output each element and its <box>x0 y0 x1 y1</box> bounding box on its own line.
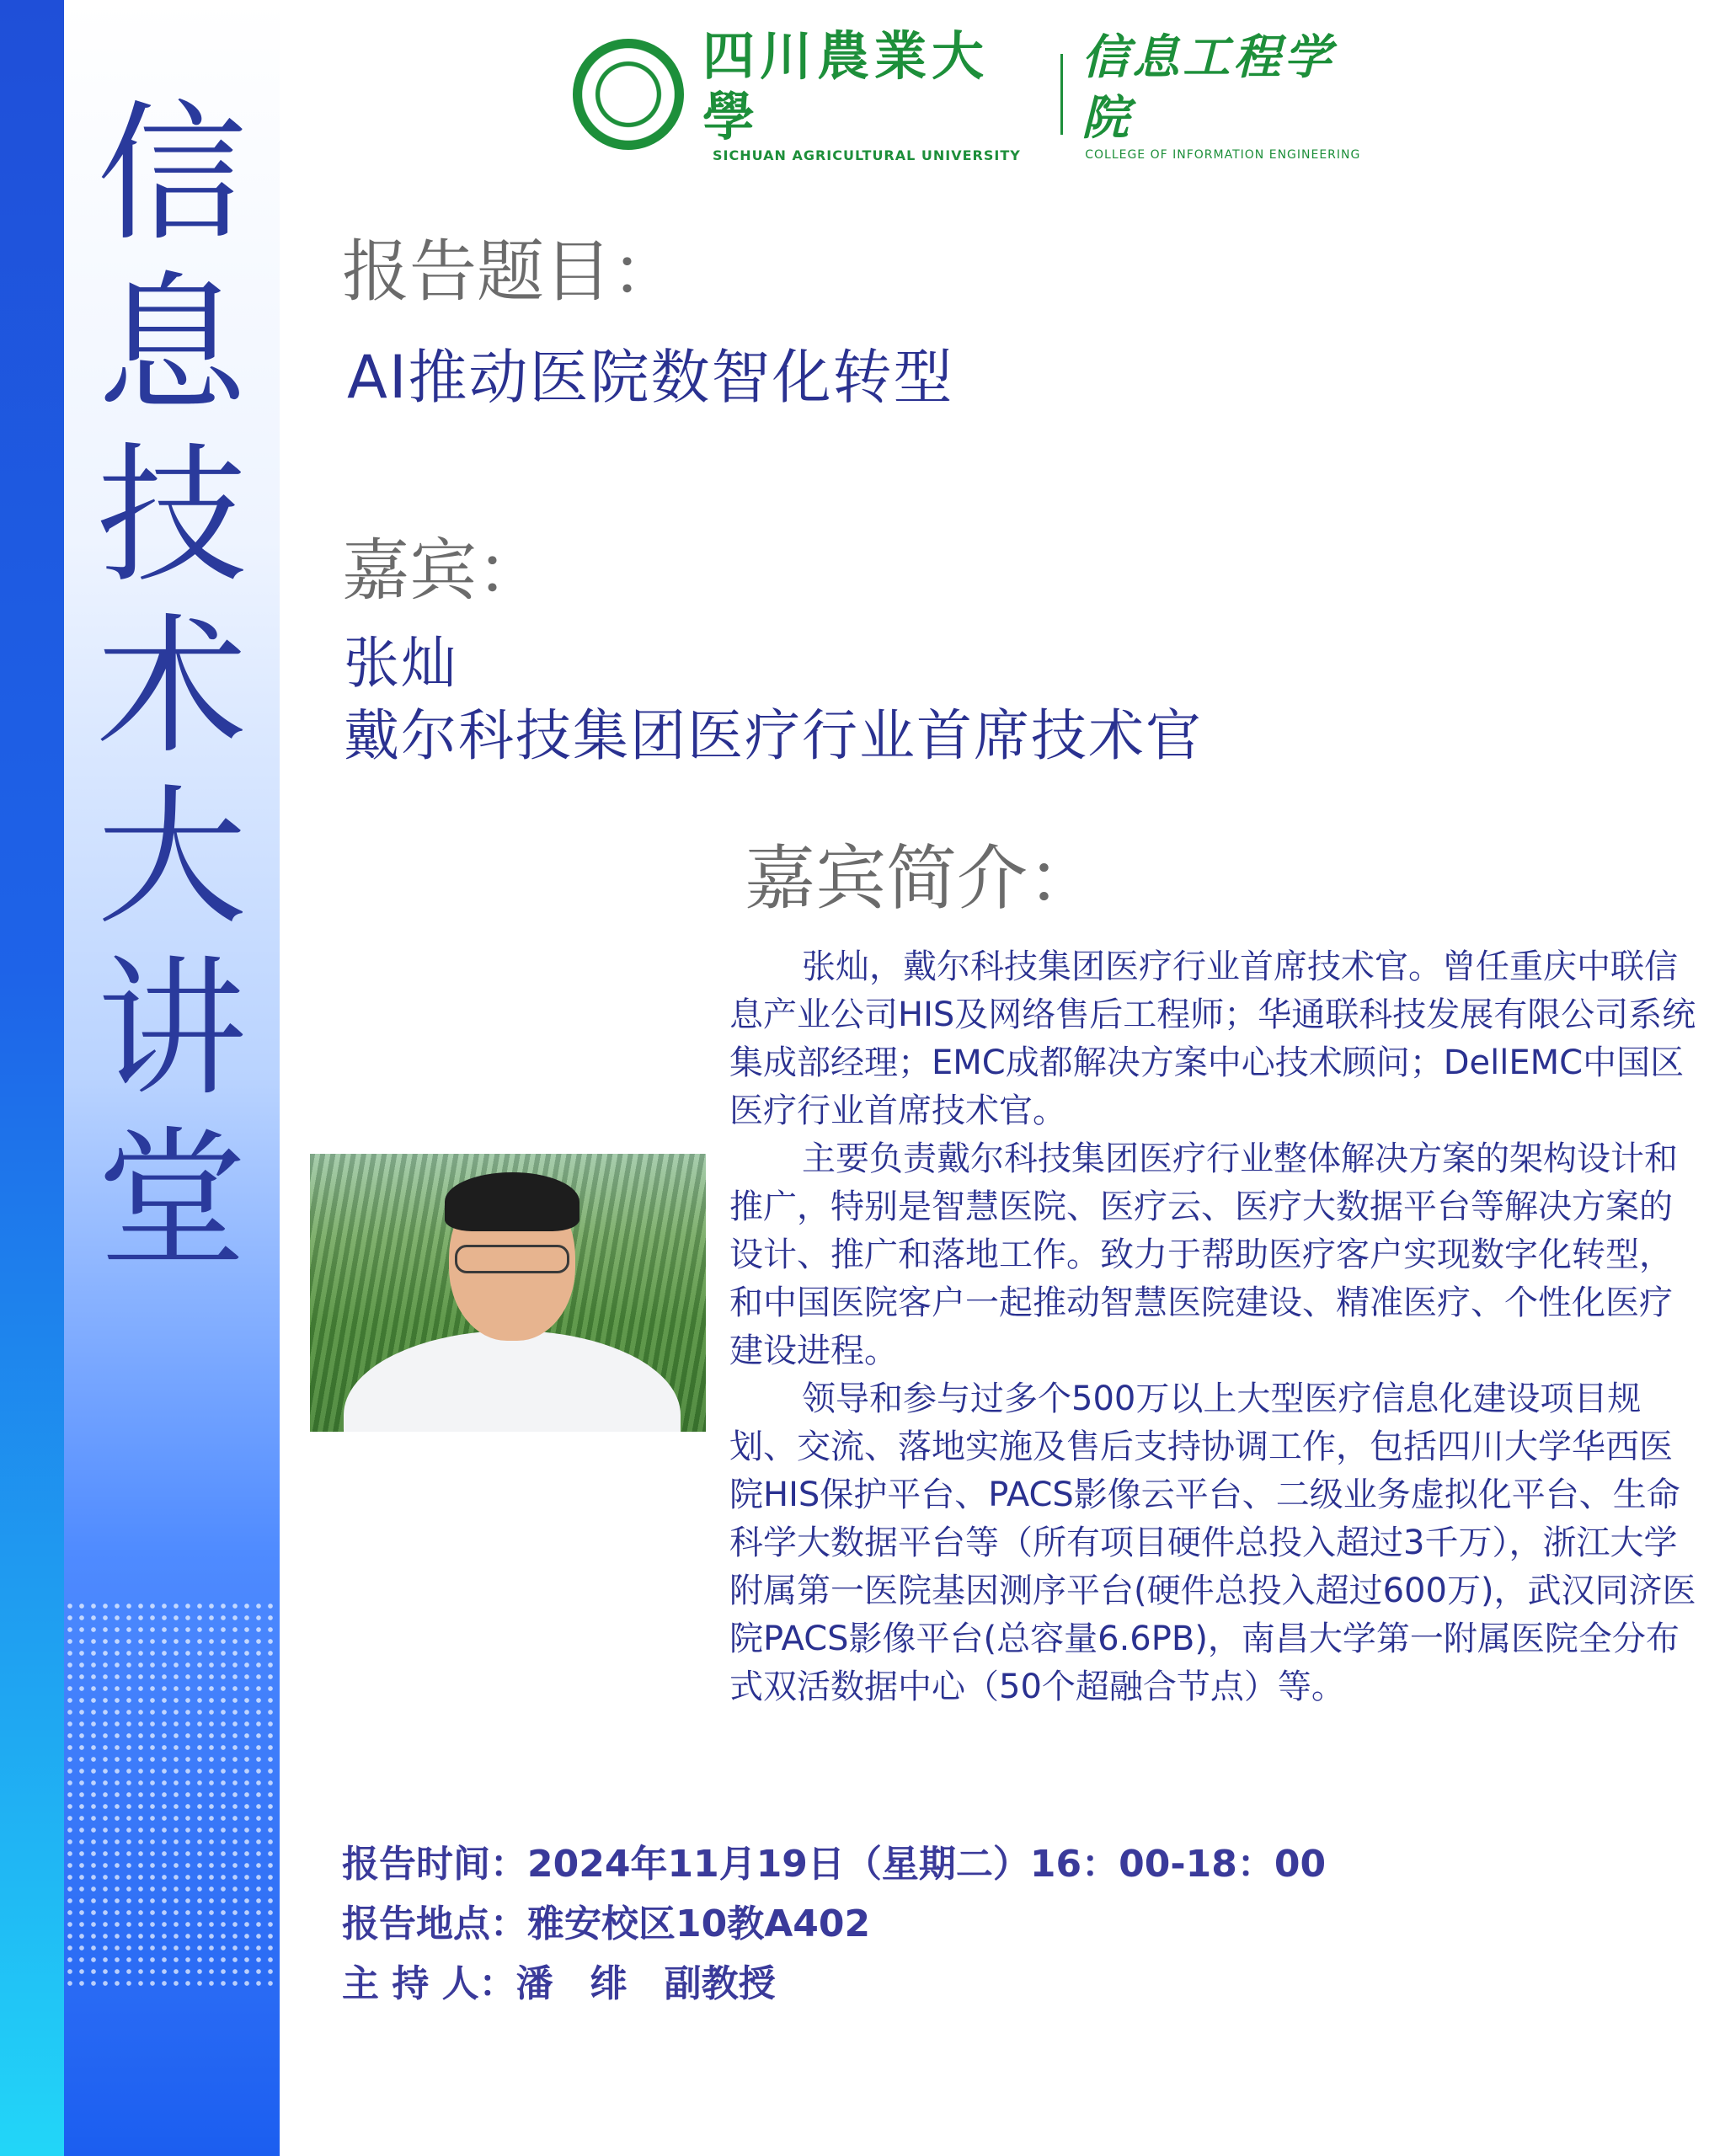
bio-label: 嘉宾简介： <box>745 837 1099 920</box>
banner-divider <box>280 0 286 2156</box>
banner-char: 讲 <box>97 942 247 1116</box>
topic-label: 报告题目： <box>342 232 679 311</box>
speaker-bio <box>729 943 1698 1711</box>
banner-char: 术 <box>97 600 247 774</box>
speaker-name: 张灿 <box>344 631 458 696</box>
guest-label: 嘉宾： <box>342 531 544 610</box>
event-time: 报告时间：2024年11月19日（星期二）16：00-18：00 <box>342 1843 1327 1886</box>
report-topic: AI推动医院数智化转型 <box>347 343 954 412</box>
logo-divider <box>1060 54 1063 135</box>
university-seal-icon <box>573 39 684 150</box>
banner-char: 技 <box>97 429 247 603</box>
banner-title <box>64 88 280 1285</box>
speaker <box>344 627 1203 772</box>
speaker-photo <box>310 1154 706 1432</box>
college-name <box>1081 27 1381 162</box>
bio-paragraph: 张灿，戴尔科技集团医疗行业首席技术官。曾任重庆中联信息产业公司HIS及网络售后工程师；华通联科技发展有限公司系统集成部经理；EMC成都解决方案中心技术顾问；DellEMC中国区医疗行业首席技术官。 <box>729 947 1696 1130</box>
university-name-en: SICHUAN AGRICULTURAL UNIVERSITY <box>713 147 1021 163</box>
glasses-icon <box>455 1245 569 1273</box>
banner-char: 堂 <box>97 1113 247 1287</box>
university-name <box>702 26 1042 163</box>
banner-edge <box>0 0 64 2156</box>
event-host: 主 持 人：潘 绯 副教授 <box>342 1962 776 2005</box>
header-logo <box>573 24 1381 163</box>
banner-dot-pattern <box>64 1600 280 1988</box>
university-name-cn: 四川農業大學 <box>702 24 990 147</box>
banner-char: 大 <box>97 771 247 945</box>
speaker-title: 戴尔科技集团医疗行业首席技术官 <box>344 703 1203 768</box>
event-place: 报告地点：雅安校区10教A402 <box>342 1903 871 1945</box>
college-name-en: COLLEGE OF INFORMATION ENGINEERING <box>1085 148 1361 162</box>
banner-char: 息 <box>97 258 247 432</box>
banner-char: 信 <box>97 87 247 261</box>
bio-paragraph: 主要负责戴尔科技集团医疗行业整体解决方案的架构设计和推广，特别是智慧医院、医疗云、医疗大数据平台等解决方案的设计、推广和落地工作。致力于帮助医疗客户实现数字化转型，和中国医院客户一起推动智慧医院建设、精准医疗、个性化医疗建设进程。 <box>729 1139 1678 1370</box>
bio-paragraph: 领导和参与过多个500万以上大型医疗信息化建设项目规划、交流、落地实施及售后支持协调工作，包括四川大学华西医院HIS保护平台、PACS影像云平台、二级业务虚拟化平台、生命科学大数据平台等（所有项目硬件总投入超过3千万），浙江大学附属第一医院基因测序平台(硬件总投入超过600万)，武汉同济医院PACS影像平台(总容量6.6PB)，南昌大学第一附属医院全分布式双活数据中心（50个超融合节点）等。 <box>729 1380 1696 1706</box>
college-name-cn: 信息工程学院 <box>1081 29 1335 146</box>
